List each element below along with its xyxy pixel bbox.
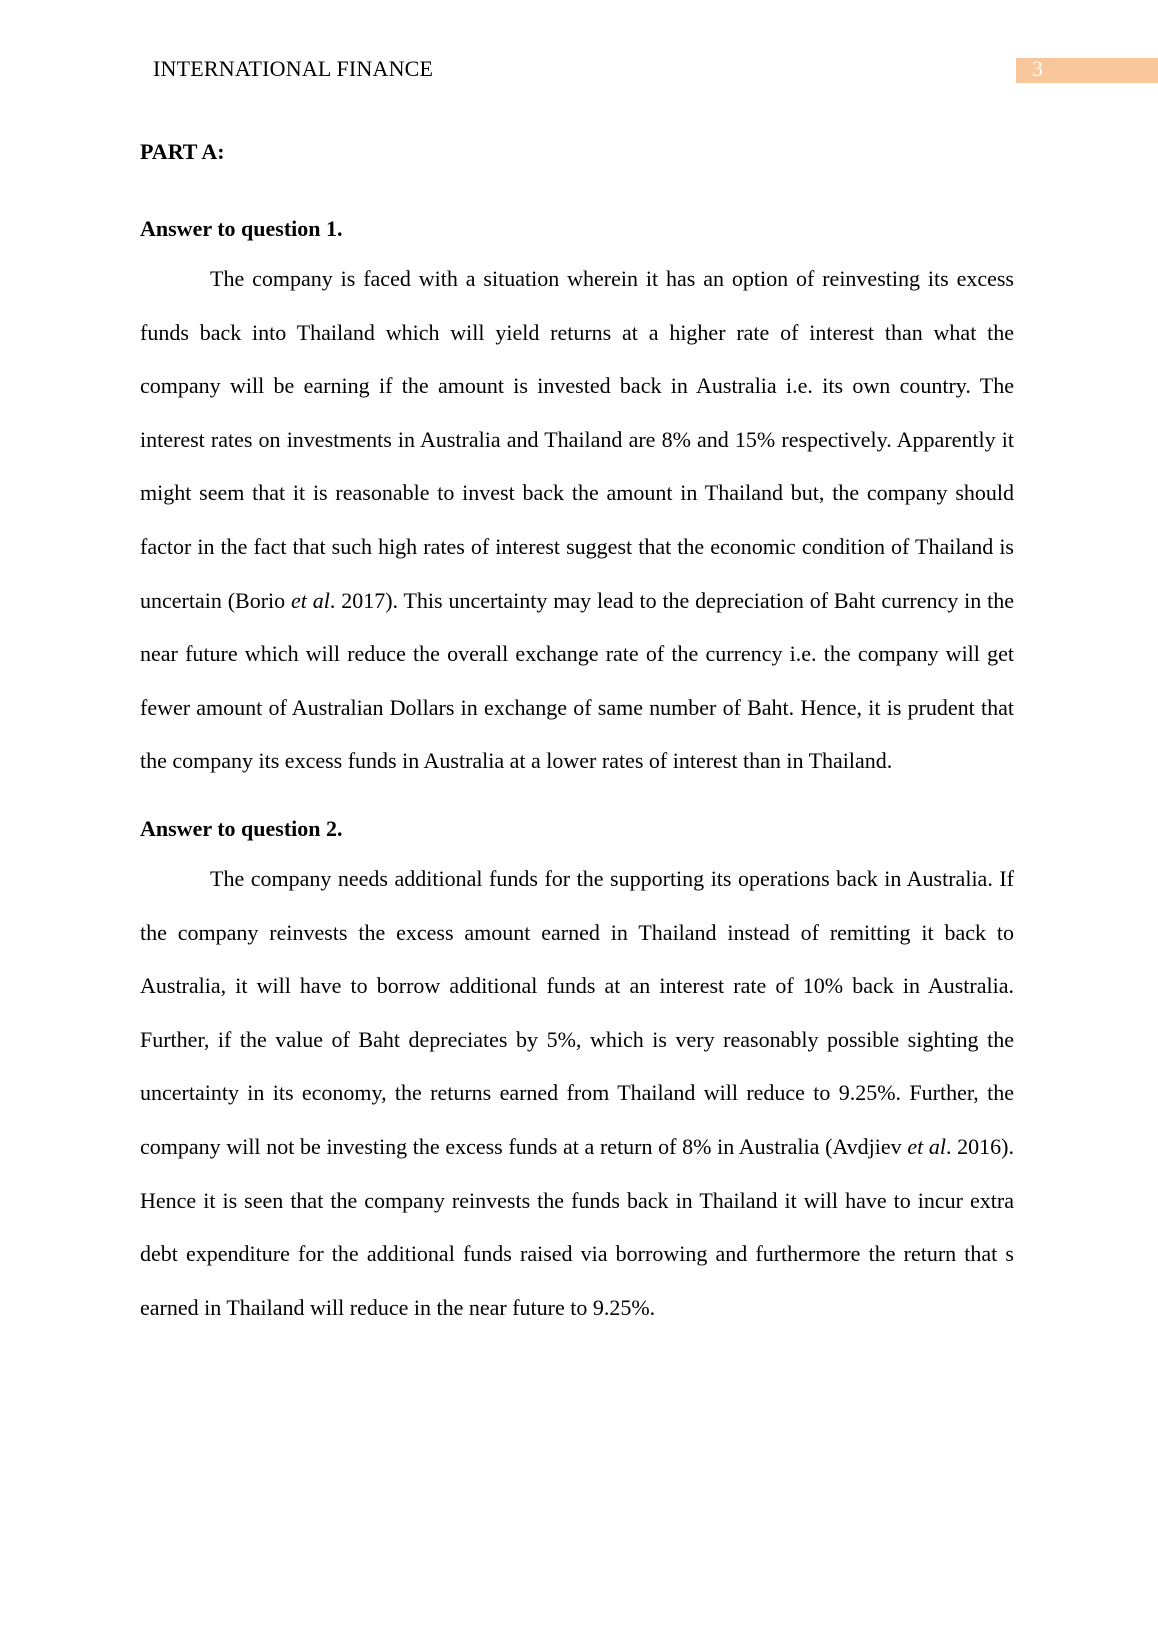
answer-2-citation-italic: et al (907, 1133, 946, 1159)
answer-1-citation-italic: et al (291, 587, 330, 613)
page-number: 3 (1032, 56, 1043, 81)
answer-1-text-part2: . 2017). This uncertainty may lead to the depreciation of Baht currency in the near future which will reduce the overall exchange rate of the currency i.e. the company will get fewer amount of Australian Dollars in exchange of same number of Baht. Hence, it is prudent that the company its excess funds in Australia at a lower rates of interest than in Thailand. (140, 587, 1014, 774)
document-body (140, 137, 1014, 1334)
answer-1-paragraph (140, 252, 1014, 788)
answer-2-text-part2: . 2016). Hence it is seen that the company reinvests the funds back in Thailand it will have to incur extra debt expenditure for the additional funds raised via borrowing and furthermore the return that s earned in Thailand will reduce in the near future to 9.25%. (140, 1133, 1015, 1320)
answer-2-heading: Answer to question 2. (140, 815, 343, 841)
answer-1-text-part1: The company is faced with a situation wherein it has an option of reinvesting its excess funds back into Thailand which will yield returns at a higher rate of interest than what the company will be earning if the amount is invested back in Australia i.e. its own country. The interest rates on investments in Australia and Thailand are 8% and 15% respectively. Apparently it might seem that it is reasonable to invest back the amount in Thailand but, the company should factor in the fact that such high rates of interest suggest that the economic condition of Thailand is uncertain (Borio (140, 266, 1014, 613)
answer-2-paragraph (140, 852, 1014, 1334)
part-heading: PART A: (140, 139, 225, 164)
answer-1-heading: Answer to question 1. (140, 216, 343, 241)
page-number-badge (1016, 58, 1158, 83)
running-header-title: INTERNATIONAL FINANCE (153, 56, 434, 81)
answer-2-text-part1: The company needs additional funds for the supporting its operations back in Australia. If the company reinvests the excess amount earned in Thailand instead of remitting it back to Australia, it will have to borrow additional funds at an interest rate of 10% back in Australia. Further, if the value of Baht depreciates by 5%, which is very reasonably possible sighting the uncertainty in its economy, the returns earned from Thailand will reduce to 9.25%. Further, the company will not be investing the excess funds at a return of 8% in Australia (Avdjiev (140, 865, 1014, 1159)
